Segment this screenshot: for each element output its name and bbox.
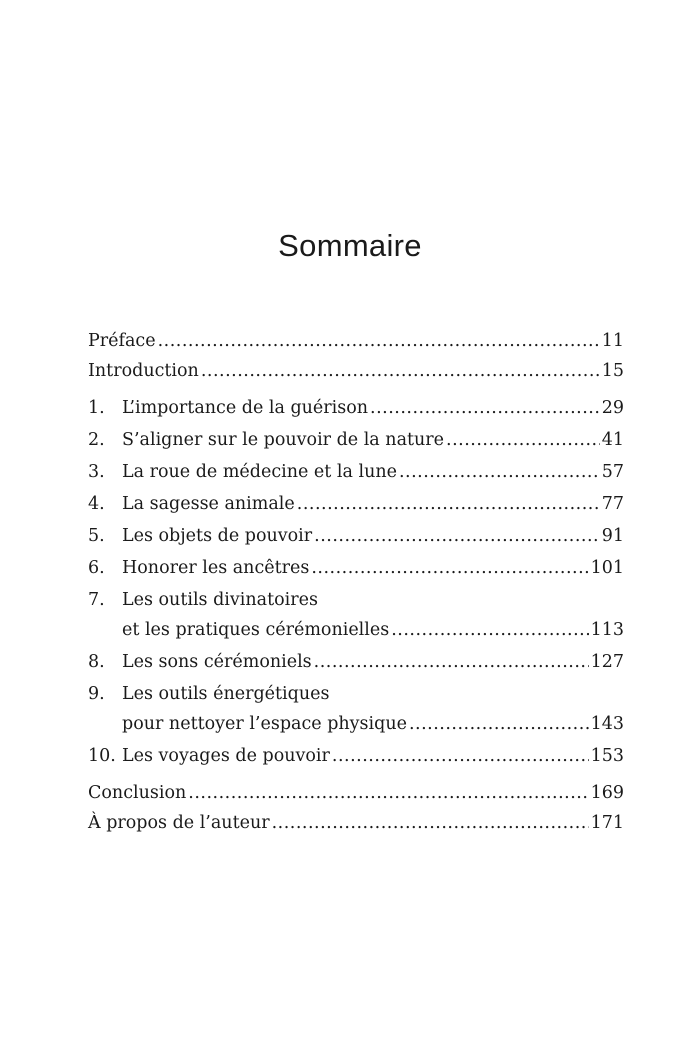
toc-entry-label: Les sons cérémoniels [122,652,312,672]
toc-entry-about-author[interactable] [88,808,624,838]
toc-entry-line [88,585,624,615]
toc-entry-label: Conclusion [88,783,187,803]
toc-entry-page: 153 [590,746,624,766]
toc-entry-label: Les outils énergétiques [122,684,330,704]
toc-entry-chapter-7[interactable] [88,585,624,645]
toc-entry-chapter-6[interactable] [88,553,624,583]
toc-entry-line [88,615,624,645]
toc-entry-chapter-9[interactable] [88,679,624,739]
toc-entry-page: 127 [590,652,624,672]
chapter-number: 6. [88,558,105,578]
toc-entry-label: Les outils divinatoires [122,590,318,610]
toc-entry-label-continued: pour nettoyer l’espace physique [122,714,407,734]
toc-entry-label: Honorer les ancêtres [122,558,310,578]
chapter-number: 3. [88,462,105,482]
toc-entry-chapter-5[interactable] [88,521,624,551]
table-of-contents [88,326,624,838]
dot-leader [314,647,589,677]
toc-entry-label: L’importance de la guérison [122,398,369,418]
toc-entry-page: 113 [590,620,624,640]
chapter-number: 10. [88,746,116,766]
toc-entry-page: 57 [601,462,624,482]
toc-entry-label: S’aligner sur le pouvoir de la nature [122,430,445,450]
toc-entry-page: 171 [590,813,624,833]
toc-entry-preface[interactable] [88,326,624,356]
toc-entry-label-continued: et les pratiques cérémonielles [122,620,390,640]
toc-entry-line [88,679,624,709]
toc-entry-label: Préface [88,331,156,351]
toc-entry-page: 15 [601,361,624,381]
toc-entry-conclusion[interactable] [88,778,624,808]
dot-leader [409,709,589,739]
dot-leader [370,393,600,423]
chapter-number: 9. [88,684,105,704]
chapter-number: 7. [88,590,105,610]
dot-leader [332,741,589,771]
toc-entry-page: 29 [601,398,624,418]
dot-leader [297,489,600,519]
dot-leader [311,553,588,583]
dot-leader [391,615,588,645]
dot-leader [446,425,600,455]
dot-leader [399,457,600,487]
toc-entry-chapter-1[interactable] [88,393,624,423]
chapter-number: 2. [88,430,105,450]
toc-entry-chapter-3[interactable] [88,457,624,487]
chapter-number: 5. [88,526,105,546]
toc-entry-page: 143 [590,714,624,734]
toc-entry-page: 41 [601,430,624,450]
toc-entry-chapter-4[interactable] [88,489,624,519]
toc-entry-chapter-8[interactable] [88,647,624,677]
toc-entry-chapter-2[interactable] [88,425,624,455]
toc-entry-label: Introduction [88,361,199,381]
toc-entry-label: La sagesse animale [122,494,295,514]
page-title: Sommaire [278,228,422,263]
chapter-number: 4. [88,494,105,514]
dot-leader [188,778,588,808]
toc-entry-page: 77 [601,494,624,514]
toc-entry-label: Les objets de pouvoir [122,526,313,546]
toc-entry-label: La roue de médecine et la lune [122,462,397,482]
chapter-number: 8. [88,652,105,672]
chapter-number: 1. [88,398,105,418]
toc-entry-introduction[interactable] [88,356,624,386]
toc-entry-line [88,709,624,739]
toc-entry-page: 11 [601,331,624,351]
dot-leader [314,521,600,551]
dot-leader [272,808,589,838]
toc-entry-page: 91 [601,526,624,546]
toc-entry-page: 101 [590,558,624,578]
toc-entry-label: Les voyages de pouvoir [122,746,330,766]
toc-entry-label: À propos de l’auteur [88,813,270,833]
toc-entry-page: 169 [590,783,624,803]
dot-leader [201,356,600,386]
dot-leader [158,326,600,356]
toc-entry-chapter-10[interactable] [88,741,624,771]
